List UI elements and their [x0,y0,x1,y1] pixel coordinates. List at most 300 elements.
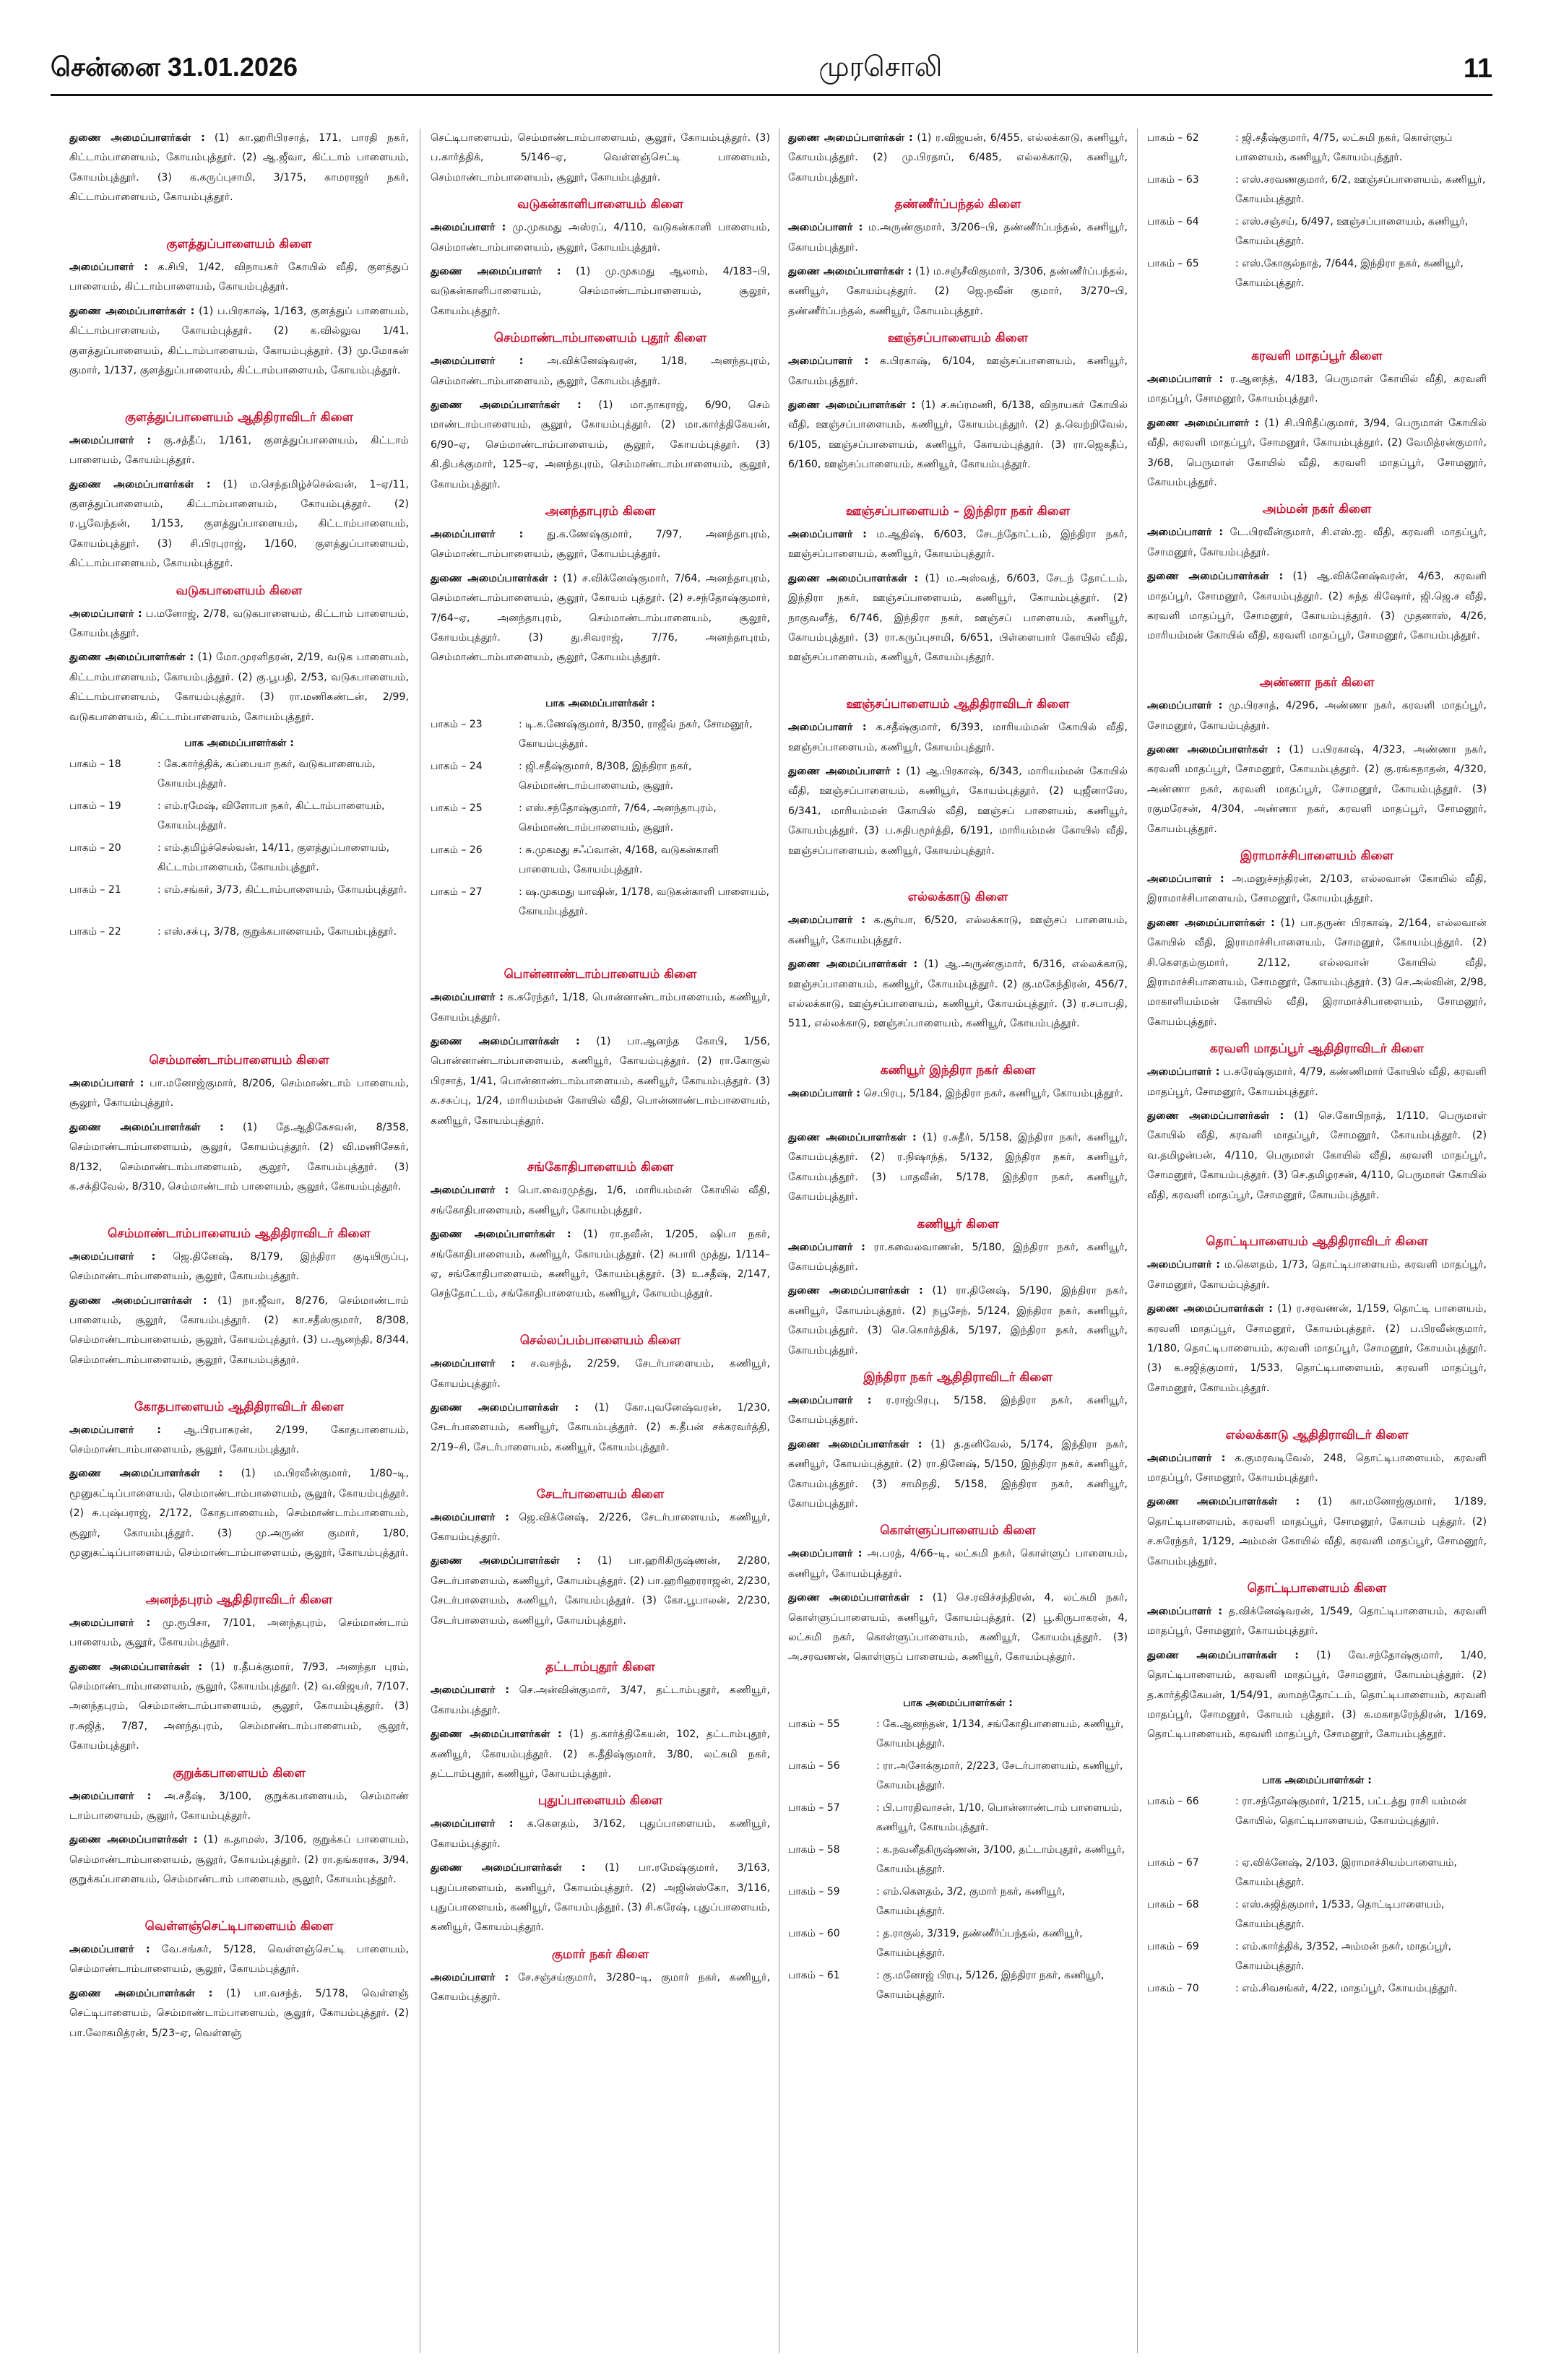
role-label: அமைப்பாளர் : [431,355,524,368]
member-details: (1) ம.அஸ்வத், 6/603, சேடந் தோட்டம், இந்திரா நகர், ஊஞ்சப்பாளையம், கணியூர், கோயம்புத்தூர். (2) நாகுவளீத், 6/746, இந்திரா நகர், ஊஞ்சப் பாளையம், கணியூர், கோயம்புத்தூர். (3) ரா.கருப்புசாமி, 6/651, பிள்ளையார் கோயில் வீதி, ஊஞ்சப்பாளையம், கணியூர், கோயம்புத்தூர். [788,572,1128,664]
branch-heading: கரவளி மாதப்பூர் கிளை [1251,349,1383,363]
role-label: துணை அமைப்பாளர் : [788,765,901,777]
branch-heading: தொட்டிபாளையம் கிளை [1247,1580,1387,1596]
member-details: ம.ஆதிஷ், 6/603, சேடந்தோட்டம், இந்திரா நகர், ஊஞ்சப்பாளையம், கணியூர், கோயம்புத்தூர். [788,528,1128,561]
member-details: க.கௌதம், 3/162, புதுப்பாளையம், கணியூர், கோயம்புத்தூர். [431,1818,770,1850]
member-details: (1) செ.ரவிச்சந்திரன், 4, லட்சுமி நகர், கொள்ளுப்பாளையம், கணியூர், கோயம்புத்தூர். (2) பூ.கிருபாகரன், 4, லட்சுமி நகர், கொள்ளுப்பாளையம், கணியூர், கோயம்புத்தூர். (3) அ.சரவணன், கொள்ளுப் பாளையம், கணியூர், கோயம்புத்தூர். [788,1592,1128,1663]
member-details: (1) த.கார்த்திகேயன், 102, தட்டாம்புதூர், கணியூர், கோயம்புத்தூர். (2) க.தீதிஷ்குமார், 3/80, லட்சுமி நகர், தட்டாம்புதூர், கணியூர், கோயம்புத்தூர். [431,1728,770,1780]
member-entry [69,1291,409,1390]
member-entry [788,569,1128,688]
member-entry [788,396,1128,495]
member-details: டே.பிரவீன்குமார், சி.எஸ்.ஐ. வீதி, கரவளி மாதப்பூர், சோமனூர், கோயம்புத்தூர். [1147,527,1487,558]
role-label: அமைப்பாளர் : [431,222,506,234]
member-details: க.பிரகாஷ், 6/104, ஊஞ்சப்பாளையம், கணியூர், கோயம்புத்தூர். [788,355,1128,387]
member-entry [431,262,770,321]
spacer [69,964,409,1044]
member-details: து.க.ணேஷ்குமார், 7/97, அனந்தாபுரம், செம்மாண்டாம்பாளையம், சூலூர், கோயம்புத்தூர். [431,528,770,561]
member-entry [431,1858,770,1938]
booth-organiser: : ஏ.விக்னேஷ், 2/103, இராமாச்சியம்பாளையம், கோயம்புத்தூர். [1235,1857,1457,1889]
role-label: அமைப்பாளர் : [431,992,503,1004]
member-entry [431,352,770,391]
member-entry [431,129,770,188]
role-label: அமைப்பாளர் : [431,1511,509,1523]
booth-organiser: : எம்.சிவசங்கர், 4/22, மாதப்பூர், கோயம்புத்தூர். [1235,1983,1458,1995]
role-label: துணை அமைப்பாளர்கள் : [788,265,912,277]
section-subheading: பாக அமைப்பாளர்கள் : [184,737,294,749]
role-label: அமைப்பாளர் : [69,1250,156,1263]
role-label: துணை அமைப்பாளர்கள் : [69,1121,224,1133]
member-details: (1) ப.பிரகாஷ், 1/163, குளத்துப் பாளையம், கிட்டாம்பாளையம், கோயம்புத்தூர். (2) க.வில்லுவ 1/41, குளத்துப்பாளையம், கிட்டாம்பாளையம், கோயம்புத்தூர். (3) மு.மோகன் குமார், 1/137, குளத்துப்பாளையம், கிட்டாம்பாளையம், கோயம்புத்தூர். [69,305,409,377]
member-details: ஜெ.விக்னேஷ், 2/226, சேடர்பாளையம், கணியூர், கோயம்புத்தூர். [431,1511,770,1543]
branch-heading: அண்ணா நகர் கிளை [1259,675,1375,691]
role-label: துணை அமைப்பாளர்கள் : [69,132,205,144]
member-entry [1147,567,1487,666]
member-details: (1) ம.சஞ்சீவிகுமார், 3/306, தண்ணீர்ப்பந்தல், கணியூர், கோயம்புத்தூர். (2) ஜெ.நவீன் குமார், 3/270–பி, தண்ணீர்ப்பந்தல், கணியூர், கோயம்புத்தூர். [788,265,1128,317]
booth-organiser: : த.ராகுல், 3/319, தண்ணீர்ப்பந்தல், கணியூர், கோயம்புத்தூர். [876,1928,1083,1960]
member-details: அ.பரத், 4/66–டி, லட்சுமி நகர், கொள்ளுப் பாளையம், கணியூர், கோயம்புத்தூர். [788,1548,1128,1580]
booth-organiser: : ஜி.சதீஷ்குமார், 4/75, லட்சுமி நகர், கொள்ளுப் பாளையம், கணியூர், கோயம்புத்தூர். [1235,132,1453,163]
member-entry [1147,1646,1487,1765]
member-entry [431,1508,770,1548]
booth-number: பாகம் – 20 [69,841,121,854]
branch-heading: அனந்தாபுரம் கிளை [545,503,656,519]
role-label: துணை அமைப்பாளர்கள் : [1147,571,1284,583]
spacer [1147,296,1487,339]
booth-organiser: : எம்.கார்த்திக், 3/352, அம்மன் நகர், மாதப்பூர், கோயம்புத்தூர். [1235,1941,1452,1973]
column-4 [1147,129,1487,2002]
member-entry [788,1435,1128,1515]
member-details: ச.வசந்த், 2/259, சேடர்பாளையம், கணியூர், கோயம்புத்தூர். [431,1358,770,1390]
role-label: துணை அமைப்பாளர்கள் : [788,1438,922,1450]
member-entry [788,955,1128,1054]
booth-number: பாகம் – 56 [788,1760,840,1773]
role-label: துணை அமைப்பாளர்கள் : [788,572,919,584]
member-details: ர.ராஜ்பிரபு, 5/158, இந்திரா நகர், கணியூர், கோயம்புத்தூர். [788,1394,1128,1427]
role-label: அமைப்பாளர் : [69,1424,161,1436]
role-label: துணை அமைப்பாளர்கள் : [431,1862,586,1874]
booth-organisers-list [431,715,770,925]
branch-heading: கோதபாளையம் ஆதிதிராவிடர் கிளை [134,1399,345,1414]
column-2 [431,129,770,2012]
member-details: மு.முகமது அஸ்ரப், 4/110, வடுகன்காளி பாளையம், செம்மாண்டாம்பாளையம், சூலூர், கோயம்புத்தூர். [431,222,770,254]
member-details: (1) ரா.நவீன், 1/205, ஷிபா நகர், சங்கோதிபாளையம், கணியூர், கோயம்புத்தூர். (2) சுபாரி முத்து, 1/114–ஏ, சங்கோதிபாளையம், கணியூர், கோயம்புத்தூர். (3) உ.சதீஷ், 2/147, செந்தோட்டம், சங்கோதிபாளையம், கணியூர், கோயம்புத்தூர். [431,1229,770,1300]
section-subheading: பாக அமைப்பாளர்கள் : [545,698,655,710]
section-subheading: பாக அமைப்பாளர்கள் : [1262,1775,1372,1787]
member-entry [1147,914,1487,1032]
member-details: (1) பா.ரமேஷ்குமார், 3/163, புதுப்பாளையம், கணியூர், கோயம்புத்தூர். (2) அஜின்ஸ்கோ, 3/116, புதுப்பாளையம், கணியூர், கோயம்புத்தூர். (3) சி.சுரேஷ், புதுப்பாளையம், கணியூர், கோயம்புத்தூர். [431,1862,770,1934]
booth-number: பாகம் – 58 [788,1844,840,1856]
booth-number: பாகம் – 21 [69,883,121,896]
branch-heading: வடுகபாளையம் கிளை [176,583,303,598]
role-label: அமைப்பாளர் : [69,1790,152,1802]
role-label: அமைப்பாளர் : [69,261,148,273]
role-label: அமைப்பாளர் : [1147,700,1223,712]
role-label: துணை அமைப்பாளர்கள் : [69,652,194,664]
member-details: (1) மோ.முரளிதரன், 2/19, வடுக பாளையம், கிட்டாம்பாளையம், கோயம்புத்தூர். (2) கு.பூபதி, 2/53, வடுகபாளையம், கிட்டாம்பாளையம், கோயம்புத்தூர். (3) ரா.மணிகண்டன், 2/99, வடுகபாளையம், கிட்டாம்பாளையம், கோயம்புத்தூர். [69,652,409,723]
member-details: செ.அன்வின்குமார், 3/47, தட்டாம்புதூர், கணியூர், கோயம்புத்தூர். [431,1684,770,1716]
member-entry [69,1421,409,1461]
member-entry [69,258,409,298]
member-details: (1) பா.தருண் பிரகாஷ், 2/164, எல்லவான் கோயில் வீதி, இராமாச்சிபாளையம், சோமனூர், கோயம்புத்தூர். (2) சி.கௌதம்குமார், 2/112, எல்லவான் கோயில் வீதி, இராமாச்சிபாளையம், சோமனூர், கோயம்புத்தூர். (3) செ.அல்வின், 2/98, மாகாளியம்மன் கோயில் வீதி, இராமாச்சிபாளையம், சோமனூர், கோயம்புத்தூர். [1147,917,1487,1028]
branch-heading: குளத்துப்பாளையம் கிளை [166,237,312,251]
member-entry [1147,740,1487,839]
branch-heading: செம்மாண்டாம்பாளையம் கிளை [149,1052,329,1068]
role-label: அமைப்பாளர் : [788,528,867,540]
booth-number: பாகம் – 66 [1147,1796,1199,1808]
role-label: அமைப்பாளர் : [431,1358,515,1370]
booth-number: பாகம் – 55 [788,1718,840,1731]
member-entry [788,911,1128,951]
branch-heading: எல்லக்காடு ஆதிதிராவிடர் கிளை [1225,1427,1409,1442]
booth-number: பாகம் – 57 [788,1802,840,1814]
branch-heading: அனந்தபுரம் ஆதிதிராவிடர் கிளை [145,1592,333,1607]
booth-organiser: : ரா.அசோக்குமார், 2/223, சேடர்பாளையம், கணியூர், கோயம்புத்தூர். [876,1760,1123,1792]
branch-heading: இந்திரா நகர் ஆதிதிராவிடர் கிளை [863,1369,1053,1385]
branch-heading: தண்ணீர்ப்பந்தல் கிளை [894,197,1021,212]
branch-heading: இராமாச்சிபாளையம் கிளை [1240,848,1393,863]
branch-heading: கரவளி மாதப்பூர் ஆதிதிராவிடர் கிளை [1209,1042,1425,1057]
column-divider [1137,129,1138,2353]
member-entry [431,1354,770,1394]
member-details: (1) கா.மனோஜ்குமார், 1/189, தொட்டிபாளையம், கரவளி மாதப்பூர், சோமனூர், கோயம் புத்தூர். (2) ச.சுரேந்தர், 1/129, அம்மன் கோயில் வீதி, கரவளி மாதப்பூர், சோமனூர், கோயம்புத்தூர். [1147,1496,1487,1567]
masthead [51,43,1492,96]
role-label: அமைப்பாளர் : [788,1548,863,1560]
member-details: (1) ஆ.பிரகாஷ், 6/343, மாரியம்மன் கோயில் வீதி, ஊஞ்சப்பாளையம், கணியூர், கோயம்புத்தூர். (2) யுஜீனாஸே, 6/341, மாரியம்மன் கோயில் வீதி, ஊஞ்சப் பாளையம், கணியூர், கோயம்புத்தூர். (3) ப.சுதிபமூர்த்தி, 6/191, மாரியம்மன் கோயில் வீதி, ஊஞ்சப்பாளையம், கணியூர், கோயம்புத்தூர். [788,765,1128,857]
booth-number: பாகம் – 59 [788,1886,840,1898]
member-details: ப.மனோஜ், 2/78, வடுகபாளையம், கிட்டாம் பாளையம், கோயம்புத்தூர். [69,607,409,639]
booth-number: பாகம் – 23 [431,719,483,731]
role-label: துணை அமைப்பாளர்கள் : [431,1401,579,1414]
booth-organiser: : கே.கார்த்திக், கப்பையா நகர், வடுகபாளையம், கோயம்புத்தூர். [157,758,376,789]
role-label: துணை அமைப்பாளர்கள் : [788,1592,924,1604]
booth-organiser: : எஸ்.கோகுல்நாத், 7/644, இந்திரா நகர், கணியூர், கோயம்புத்தூர். [1235,258,1464,289]
member-entry [69,605,409,644]
member-entry [69,1464,409,1583]
member-details: க.குமரவடிவேல், 248, தொட்டிபாளையம், கரவளி மாதப்பூர், சோமனூர், கோயம்புத்தூர். [1147,1452,1487,1484]
branch-heading: சங்கோதிபாளையம் கிளை [527,1160,674,1175]
booth-number: பாகம் – 70 [1147,1983,1199,1995]
role-label: அமைப்பாளர் : [1147,373,1224,385]
role-label: துணை அமைப்பாளர்கள் : [69,1834,198,1846]
role-label: அமைப்பாளர் : [788,722,867,734]
role-label: அமைப்பாளர் : [69,1617,151,1629]
booth-number: பாகம் – 63 [1147,174,1199,186]
member-details: ஜெ.தினேஷ், 8/179, இந்திரா குடியிருப்பு, செம்மாண்டாம்பாளையம், சூலூர், கோயம்புத்தூர். [69,1250,409,1283]
member-details: (1) ர.சரவணன், 1/159, தொட்டி பாளையம், கரவளி மாதப்பூர், சோமனூர், கோயம்புத்தூர். (2) ப.பிரவீன்குமார், 1/180, தொட்டிபாளையம், கரவளி மாதப்பூர், சோமனூர், கோயம்புத்தூர். (3) க.சஜித்குமார், 1/533, தொட்டிபாளையம், கரவளி மாதப்பூர், சோமனூர், கோயம்புத்தூர். [1147,1303,1487,1394]
booth-number: பாகம் – 67 [1147,1857,1199,1869]
column-3 [788,129,1128,2008]
member-entry [69,1118,409,1217]
role-label: துணை அமைப்பாளர்கள் : [69,305,195,317]
role-label: அமைப்பாளர் : [69,1943,150,1955]
branch-heading: வெள்ளஞ்செட்டிபாளையம் கிளை [144,1918,334,1934]
branch-heading: ஊஞ்சப்பாளையம் கிளை [887,331,1029,346]
booth-organiser: : டி.க.ணேஷ்குமார், 8/350, ராஜீவ் நகர், சோமனூர், கோயம்புத்தூர். [519,719,753,750]
member-entry [69,1830,409,1910]
role-label: அமைப்பாளர் : [1147,527,1224,539]
role-label: துணை அமைப்பாளர்கள் : [1147,1303,1273,1315]
member-entry [431,1398,770,1478]
spacer [431,925,770,958]
member-entry [431,569,770,688]
member-entry [1147,1063,1487,1102]
booth-number: பாகம் – 18 [69,758,121,770]
member-details: செ.பிரபு, 5/184, இந்திரா நகர், கணியூர், கோயம்புத்தூர். [863,1088,1123,1100]
role-label: துணை அமைப்பாளர்கள் : [69,1294,207,1307]
branch-heading: கணியூர் இந்திரா நகர் கிளை [880,1063,1036,1078]
member-entry [431,1181,770,1221]
role-label: துணை அமைப்பாளர்கள் : [1147,917,1275,929]
member-details: (1) சி.பிரிதீப்குமார், 3/94, பெருமாள் கோயில் வீதி, கரவளி மாதப்பூர், சோமனூர், கோயம்புத்தூர். (2) வேமித்ரன்குமார், 3/68, பெருமாள் கோயில் வீதி, கரவளி மாதப்பூர், சோமனூர், கோயம்புத்தூர். [1147,417,1487,489]
booth-number: பாகம் – 65 [1147,258,1199,269]
member-details: (1) ரா.தினேஷ், 5/190, இந்திரா நகர், கணியூர், கோயம்புத்தூர். (2) நபூசேந், 5/124, இந்திரா நகர், கணியூர், கோயம்புத்தூர். (3) செ.கொர்த்திக், 5/197, இந்திரா நகர், கணியூர், கோயம்புத்தூர். [788,1285,1128,1356]
member-entry [69,1247,409,1287]
member-details: (1) மா.நாகராஜ், 6/90, செம் மாண்டாம்பாளையம், சூலூர், கோயம்புத்தூர். (2) மா.கார்த்திகேயன், 6/90–ஏ, செம்மாண்டாம்பாளையம், சூலூர், கோயம்புத்தூர். (3) கி.திபக்குமார், 125–ஏ, அனந்தபுரம், செம்மாண்டாம்பாளையம், சூலூர், கோயம்புத்தூர். [431,399,770,490]
member-entry [431,1725,770,1784]
member-entry [788,262,1128,321]
branch-heading: எல்லக்காடு கிளை [907,890,1008,905]
member-details: ப.சுரேஷ்குமார், 4/79, கண்ணிமார் கோயில் வீதி, கரவளி மாதப்பூர், சோமனூர், கோயம்புத்தூர். [1147,1066,1487,1098]
role-label: அமைப்பாளர் : [788,1394,872,1406]
member-details: (1) வே.சந்தோஷ்குமார், 1/40, தொட்டிபாளையம், கரவளி மாதப்பூர், சோமனூர், கோயம்புத்தூர். (2) த.கார்த்திகேயன், 1/54/91, ஸாமந்தோட்டம், தொட்டிபாளையம், கரவளி மாதப்பூர், சோமனூர், கோயம் புத்தூர். (3) க.மகாநரேந்திரன், 1/169, தொட்டிபாளையம், கரவளி மாதப்பூர், சோமனூர், கோயம்புத்தூர். [1147,1649,1487,1741]
role-label: அமைப்பாளர் : [788,1088,860,1100]
booth-organiser: : க.நவனீதகிருஷ்ணன், 3/100, தட்டாம்புதூர், கணியூர், கோயம்புத்தூர். [876,1844,1125,1876]
member-details: (1) ம.செந்தமிழ்ச்செல்வன், 1–ஏ/11, குளத்துப்பாளையம், கிட்டாம்பாளையம், கோயம்புத்தூர். (2) ர.பூவேந்தன், 1/153, குளத்துப்பாளையம், கிட்டாம்பாளையம், கோயம்புத்தூர். (3) சி.பிரபுராஜ், 1/160, குளத்துப்பாளையம், கிட்டாம்பாளையம், கோயம்புத்தூர். [69,478,409,570]
role-label: அமைப்பாளர் : [788,355,869,368]
member-entry [431,1814,770,1854]
member-entry [69,129,409,228]
member-details: (1) ச.விக்னேஷ்குமார், 7/64, அனந்தாபுரம், செம்மாண்டாம்பாளையம், சூலூர், கோயம் புத்தூர். (2) ச.சந்தோஷ்குமார், 7/64–ஏ, அனந்தாபுரம், செம்மாண்டாம்பாளையம், சூலூர், கோயம்புத்தூர். (3) து.சிவராஜ், 7/76, அனந்தாபுரம், செம்மாண்டாம்பாளையம், சூலூர், கோயம்புத்தூர். [431,572,770,664]
member-details: (1) ப.பிரகாஷ், 4/323, அண்ணா நகர், கரவளி மாதப்பூர், சோமனூர், கோயம்புத்தூர். (2) கு.ரங்கநாதன், 4/320, அண்ணா நகர், கரவளி மாதப்பூர், சோமனூர், கோயம்புத்தூர். (3) ரகுமரேசன், 4/304, அண்ணா நகர், கரவளி மாதப்பூர், சோமனூர், கோயம்புத்தூர். [1147,743,1487,835]
branch-heading: அம்மன் நகர் கிளை [1262,502,1372,517]
member-entry [1147,1255,1487,1295]
branch-heading: தட்டாம்புதூர் கிளை [545,1660,655,1675]
member-details: க.சிபி, 1/42, விநாயகர் கோயில் வீதி, குளத்துப் பாளையம், கிட்டாம்பாளையம், கோயம்புத்தூர். [69,261,409,293]
member-details: அ.சதீஷ், 3/100, குறுக்கபாளையம், செம்மாண் டாம்பாளையம், சூலூர், கோயம்புத்தூர். [69,1790,409,1822]
member-entry [69,1984,409,2043]
role-label: அமைப்பாளர் : [788,222,863,234]
member-details: (1) ர.சுதீர், 5/158, இந்திரா நகர், கணியூர், கோயம்புத்தூர். (2) ர.நிஷாந்த், 5/132, இந்திரா நகர், கணியூர், கோயம்புத்தூர். (3) பாதவீன், 5/178, இந்திரா நகர், கணியூர், கோயம்புத்தூர். [788,1131,1128,1203]
booth-number: பாகம் – 62 [1147,132,1199,144]
member-entry [1147,1449,1487,1489]
member-details: (1) ச.சுப்ரமணி, 6/138, விநாயகர் கோயில் வீதி, ஊஞ்சப்பாளையம், கணியூர், கோயம்புத்தூர். (2) த.வெற்றிவேல், 6/105, ஊஞ்சப்பாளையம், கணியூர், கோயம்புத்தூர். (3) ரா.ஜெகதீப், 6/160, ஊஞ்சப்பாளையம், கணியூர், கோயம்புத்தூர். [788,399,1128,471]
member-entry [788,1588,1128,1687]
member-entry [1147,1299,1487,1418]
member-entry [431,1225,770,1324]
member-details: (1) கோ.புவனேஷ்வரன், 1/230, சேடர்பாளையம், கணியூர், கோயம்புத்தூர். (2) சு.தீபன் சக்கரவர்த்தி, 2/19–சி, சேடர்பாளையம், கணியூர், கோயம்புத்தூர். [431,1401,770,1453]
role-label: துணை அமைப்பாளர்கள் : [1147,1649,1299,1661]
booth-organisers-list [69,755,409,964]
role-label: அமைப்பாளர் : [431,1185,509,1197]
member-entry [69,1787,409,1827]
member-details: (1) ர.தீபக்குமார், 7/93, அனந்தா புரம், செம்மாண்டாம்பாளையம், சூலூர், கோயம்புத்தூர். (2) வ.விஜயர், 7/107, அனந்தபுரம், செம்மாண்டாம்பாளையம், சூலூர், கோயம்புத்தூர். (3) ர.சுஜித், 7/87, அனந்தபுரம், செம்மாண்டாம்பாளையம், சூலூர், கோயம்புத்தூர். [69,1661,409,1752]
member-details: (1) பா.ஹரிகிருஷ்ணன், 2/280, சேடர்பாளையம், கணியூர், கோயம்புத்தூர். (2) பா.ஹரிஹரராஜன், 2/230, சேடர்பாளையம், கணியூர், கோயம்புத்தூர். (3) கோ.பூபாலன், 2/230, சேடர்பாளையம், கணியூர், கோயம்புத்தூர். [431,1555,770,1627]
booth-organiser: : எம்.சங்கர், 3/73, கிட்டாம்பாளையம், கோயம்புத்தூர். [157,883,407,896]
member-entry [431,988,770,1028]
role-label: துணை அமைப்பாளர்கள் : [431,1728,562,1741]
member-entry [788,1084,1128,1124]
member-entry [431,218,770,258]
member-details: க.சுரேந்தர், 1/18, பொன்னாண்டாம்பாளையம், கணியூர், கோயம்புத்தூர். [431,992,770,1024]
member-details: சே.சஞ்சய்குமார், 3/280–டி, குமார் நகர், கணியூர், கோயம்புத்தூர். [431,1971,770,2004]
member-details: (1) த.தனிவேல், 5/174, இந்திரா நகர், கணியூர், கோயம்புத்தூர். (2) ரா.தினேஷ், 5/150, இந்திரா நகர், கணியூர், கோயம்புத்தூர். (3) சாமிநதி, 5/158, இந்திரா நகர், கணியூர், கோயம்புத்தூர். [788,1438,1128,1510]
role-label: துணை அமைப்பாளர்கள் : [788,959,918,971]
member-details: ரா.கவைலவாணன், 5/180, இந்திரா நகர், கணியூர், கோயம்புத்தூர். [788,1241,1128,1273]
member-entry [431,1552,770,1650]
member-details: மு.பிரசாத், 4/296, அண்ணா நகர், கரவளி மாதப்பூர், சோமனூர், கோயம்புத்தூர். [1147,700,1487,732]
booth-number: பாகம் – 69 [1147,1941,1199,1953]
booth-number: பாகம் – 61 [788,1970,840,1982]
role-label: துணை அமைப்பாளர்கள் : [788,399,916,411]
issue-date: சென்னை 31.01.2026 [51,51,298,82]
booth-number: பாகம் – 68 [1147,1899,1199,1911]
booth-organisers-list [788,1715,1128,2008]
role-label: துணை அமைப்பாளர்கள் : [788,132,913,144]
role-label: அமைப்பாளர் : [1147,1259,1221,1271]
member-details: செட்டிபாளையம், செம்மாண்டாம்பாளையம், சூலூர், கோயம்புத்தூர். (3) ப.கார்த்திக், 5/146–ஏ, வெள்ளஞ்செட்டி பாளையம், செம்மாண்டாம்பாளையம், சூலூர், கோயம்புத்தூர். [431,132,770,183]
member-details: (1) ஆ.அருண்குமார், 6/316, எல்லக்காடு, ஊஞ்சப்பாளையம், கணியூர், கோயம்புத்தூர். (2) கு.மகேந்திரன், 456/7, எல்லக்காடு, ஊஞ்சப்பாளையம், கணியூர், கோயம்புத்தூர். (3) ர.சபாபதி, 511, எல்லக்காடு, ஊஞ்சப்பாளையம், கணியூர், கோயம்புத்தூர். [788,959,1128,1030]
member-entry [69,1940,409,1980]
role-label: அமைப்பாளர் : [431,1971,509,1983]
member-entry [788,718,1128,758]
member-entry [1147,696,1487,736]
branch-heading: கொள்ளுப்பாளையம் கிளை [880,1523,1036,1539]
booth-number: பாகம் – 27 [431,886,483,899]
role-label: துணை அமைப்பாளர்கள் : [788,1131,917,1143]
role-label: அமைப்பாளர் : [1147,1605,1223,1617]
booth-organiser: : எம்.தமிழ்ச்செல்வன், 14/11, குளத்துப்பாளையம், கிட்டாம்பாளையம், கோயம்புத்தூர். [157,841,390,873]
role-label: துணை அமைப்பாளர்கள் : [431,1555,581,1567]
member-details: ர.ஆனந்த், 4/183, பெருமாள் கோயில் வீதி, கரவளி மாதப்பூர், சோமனூர், கோயம்புத்தூர். [1147,373,1487,405]
booth-organiser: : எஸ்.சந்தோஷ்குமார், 7/64, அனந்தாபுரம், செம்மாண்டாம்பாளையம், சூலூர். [519,802,717,834]
branch-heading: குளத்துப்பாளையம் ஆதிதிராவிடர் கிளை [125,410,353,425]
member-details: ஆ.பிரபாகரன், 2/199, கோதபாளையம், செம்மாண்டாம்பாளையம், சூலூர், கோயம்புத்தூர். [69,1424,409,1455]
member-entry [69,1614,409,1653]
booth-number: பாகம் – 60 [788,1928,840,1940]
member-entry [1147,370,1487,410]
booth-organiser: : எஸ்.சரவணகுமார், 6/2, ஊஞ்சப்பாளையம், கணியூர், கோயம்புத்தூர். [1235,174,1486,205]
role-label: அமைப்பாளர் : [69,607,142,620]
branch-heading: பொன்னாண்டாம்பாளையம் கிளை [503,967,697,982]
booth-number: பாகம் – 19 [69,800,121,812]
member-entry [431,1681,770,1721]
member-entry [1147,414,1487,493]
member-entry [431,1032,770,1151]
member-details: (1) கா.ஹரிபிரசாத், 171, பாரதி நகர், கிட்டாம்பாளையம், கோயம்புத்தூர். (2) ஆ.ஜீவா, கிட்டாம் பாளையம், கோயம்புத்தூர். (3) க.கருப்புசாமி, 3/175, காமராஜர் நகர், கிட்டாம்பாளையம், கோயம்புத்தூர். [69,132,409,204]
branch-heading: குறுக்கபாளையம் கிளை [173,1765,306,1780]
member-entry [431,1968,770,2008]
column-1 [69,129,409,2048]
role-label: அமைப்பாளர் : [69,434,152,446]
member-entry [788,1544,1128,1584]
member-entry [788,129,1128,188]
newspaper-name: முரசொலி [818,51,943,82]
role-label: அமைப்பாளர் : [1147,873,1224,885]
member-entry [788,1391,1128,1431]
member-details: (1) நா.ஜீவா, 8/276, செம்மாண்டாம் பாளையம், சூலூர், கோயம்புத்தூர். (2) கா.சதீஸ்குமார், 8/308, செம்மாண்டாம்பாளையம், சூலூர், கோயம்புத்தூர். (3) ப.ஆனந்தி, 8/344, செம்மாண்டாம்பாளையம், சூலூர், கோயம்புத்தூர். [69,1294,409,1366]
branch-heading: ஊஞ்சப்பாளையம் – இந்திரா நகர் கிளை [845,503,1071,519]
booth-organiser: : எஸ்.சுஜித்குமார், 1/533, தொட்டிபாளையம், கோயம்புத்தூர். [1235,1899,1445,1931]
role-label: துணை அமைப்பாளர்கள் : [69,1468,223,1480]
member-entry [1147,870,1487,909]
member-details: அ.மனுச்சந்திரன், 2/103, எல்லவான் கோயில் வீதி, இராமாச்சிபாளையம், சோமனூர், கோயம்புத்தூர். [1147,873,1487,905]
role-label: துணை அமைப்பாளர்கள் : [69,1661,203,1673]
member-details: (1) பா.வசந்த், 5/178, வெள்ளஞ் செட்டிபாளையம், செம்மாண்டாம்பாளையம், சூலூர், கோயம்புத்தூர். (2) பா.லோகமித்ரன், 5/23–ஏ, வெள்ளஞ் [69,1987,409,2039]
role-label: துணை அமைப்பாளர்கள் : [1147,1496,1300,1508]
member-details: ம.அருண்குமார், 3/206–பி, தண்ணீர்ப்பந்தல், கணியூர், கோயம்புத்தூர். [788,222,1128,254]
role-label: அமைப்பாளர் : [1147,1066,1220,1078]
member-entry [69,1658,409,1757]
role-label: துணை அமைப்பாளர் : [431,265,561,277]
branch-heading: செம்மாண்டாம்பாளையம் ஆதிதிராவிடர் கிளை [108,1226,371,1241]
role-label: அமைப்பாளர் : [1147,1452,1226,1464]
role-label: துணை அமைப்பாளர்கள் : [431,1035,580,1047]
booth-number: பாகம் – 64 [1147,216,1199,228]
role-label: துணை அமைப்பாளர் : [1147,417,1259,429]
member-details: மு.ரூபிசா, 7/101, அனந்தபுரம், செம்மாண்டாம் பாளையம், சூலூர், கோயம்புத்தூர். [69,1617,409,1649]
member-entry [1147,523,1487,563]
member-details: (1) மு.முகமது ஆலாம், 4/183–பி, வடுகன்காளிபாளையம், செம்மாண்டாம்பாளையம், சூலூர், கோயம்புத்தூர். [431,265,770,317]
booth-organisers-list [1147,129,1487,296]
member-details: கு.சத்தீப், 1/161, குளத்துப்பாளையம், கிட்டாம் பாளையம், கோயம்புத்தூர். [69,434,409,467]
booth-organiser: : எஸ்.சசு்பு, 3/78, குறுக்கபாளையம், கோயம்புத்தூர். [157,925,397,938]
branch-heading: சேடர்பாளையம் கிளை [536,1487,665,1502]
member-details: (1) தே.ஆதிகேசவன், 8/358, செம்மாண்டாம்பாளையம், சூலூர், கோயம்புத்தூர். (2) வி.மணிசேகர், 8/132, செம்மாண்டாம்பாளையம், சூலூர், கோயம்புத்தூர். (3) க.சக்திவேல், 8/310, செம்மாண்டாம் பாளையம், சூலூர், கோயம்புத்தூர். [69,1121,409,1193]
booth-organiser: : எம்.கௌதம், 3/2, குமார் நகர், கணியூர், கோயம்புத்தூர். [876,1886,1066,1918]
member-entry [69,431,409,471]
role-label: அமைப்பாளர் : [431,1818,514,1830]
role-label: துணை அமைப்பாளர்கள் : [1147,1109,1284,1122]
member-details: வே.சங்கர், 5/128, வெள்ளஞ்செட்டி பாளையம், செம்மாண்டாம்பாளையம், சூலூர், கோயம்புத்தூர். [69,1943,409,1976]
branch-heading: செல்லப்பம்பாளையம் கிளை [519,1333,681,1349]
role-label: துணை அமைப்பாளர்கள் : [1147,743,1281,756]
member-details: (1) பா.ஆனந்த கோபி, 1/56, பொன்னாண்டாம்பாளையம், கணியூர், கோயம்புத்தூர். (2) ரா.கோகுல் பிரசாத், 1/41, பொன்னாண்டாம்பாளையம், கணியூர், கோயம்புத்தூர். (3) க.சசுப்பு, 1/24, மாரியம்மன் கோயில் வீதி, பொன்னாண்டாம்பாளையம், கணியூர், கோயம்புத்தூர். [431,1035,770,1127]
member-details: அ.விக்னேஷ்வரன், 1/18, அனந்தபுரம், செம்மாண்டாம்பாளையம், சூலூர், கோயம்புத்தூர். [431,355,770,387]
branch-heading: குமார் நகர் கிளை [551,1947,649,1962]
member-details: பா.மனோஜ்குமார், 8/206, செம்மாண்டாம் பாளையம், சூலூர், கோயம்புத்தூர். [69,1077,409,1109]
booth-number: பாகம் – 26 [431,844,483,857]
member-details: ம.கௌதம், 1/73, தொட்டிபாளையம், கரவளி மாதப்பூர், சோமனூர், கோயம்புத்தூர். [1147,1259,1487,1291]
booth-number: பாகம் – 25 [431,802,483,815]
role-label: துணை அமைப்பாளர்கள் : [431,1229,571,1241]
role-label: அமைப்பாளர் : [431,528,524,540]
booth-organiser: : சு.முகமது சஃப்வான், 4/168, வடுகன்காளி பாளையம், கோயம்புத்தூர். [519,844,719,876]
booth-organiser: : ஷ.முகமது யாஷின், 1/178, வடுகன்காளி பாளையம், கோயம்புத்தூர். [519,886,769,918]
member-entry [788,1128,1128,1208]
member-entry [788,762,1128,880]
booth-organisers-list [1147,1792,1487,2002]
booth-organiser: : ரா.சந்தோஷ்குமார், 1/215, பட்டத்து ராசி யம்மன் கோயில், தொட்டிபாளையம், கோயம்புத்தூர். [1235,1796,1466,1827]
member-entry [788,525,1128,565]
member-entry [431,396,770,495]
branch-heading: புதுப்பாளையம் கிளை [537,1793,663,1809]
member-details: (1) ஆ.விக்னேஷ்வரன், 4/63, கரவளி மாதப்பூர், சோமனூர், கோயம்புத்தூர். (2) சுந்த கிஷோர், ஜி.ஜெ.ச வீதி, கரவளி மாதப்பூர், சோமனூர், கோயம்புத்தூர். (3) முதனாஸ், 4/26, மாரியம்மன் கோயில் வீதி, கரவளி மாதப்பூர், சோமனூர், கோயம்புத்தூர். [1147,571,1487,642]
member-entry [69,302,409,401]
member-details: (1) க.தாமஸ், 3/106, குறுக்கப் பாளையம், செம்மாண்டாம்பாளையம், சூலூர், கோயம்புத்தூர். (2) ரா.தங்கராசு, 3/94, குறுக்கப்பாளையம், செம்மாண்டாம் பாளையம், சூலூர், கோயம்புத்தூர். [69,1834,409,1886]
booth-number: பாகம் – 24 [431,761,483,773]
member-entry [431,525,770,565]
branch-heading: தொட்டிபாளையம் ஆதிதிராவிடர் கிளை [1206,1234,1428,1250]
article-columns [69,129,1487,2360]
role-label: துணை அமைப்பாளர்கள் : [69,1987,213,1999]
branch-heading: ஊஞ்சப்பாளையம் ஆதிதிராவிடர் கிளை [846,697,1070,712]
branch-heading: கணியூர் கிளை [917,1216,999,1232]
section-subheading: பாக அமைப்பாளர்கள் : [903,1697,1013,1710]
booth-organiser: : ஜி.சதீஷ்குமார், 8/308, இந்திரா நகர், செம்மாண்டாம்பாளையம், சூலூர். [519,761,692,792]
role-label: அமைப்பாளர் : [69,1077,144,1089]
booth-organiser: : எஸ்.சஞ்சய், 6/497, ஊஞ்சப்பாளையம், கணியூர், கோயம்புத்தூர். [1235,216,1469,247]
member-entry [788,218,1128,258]
